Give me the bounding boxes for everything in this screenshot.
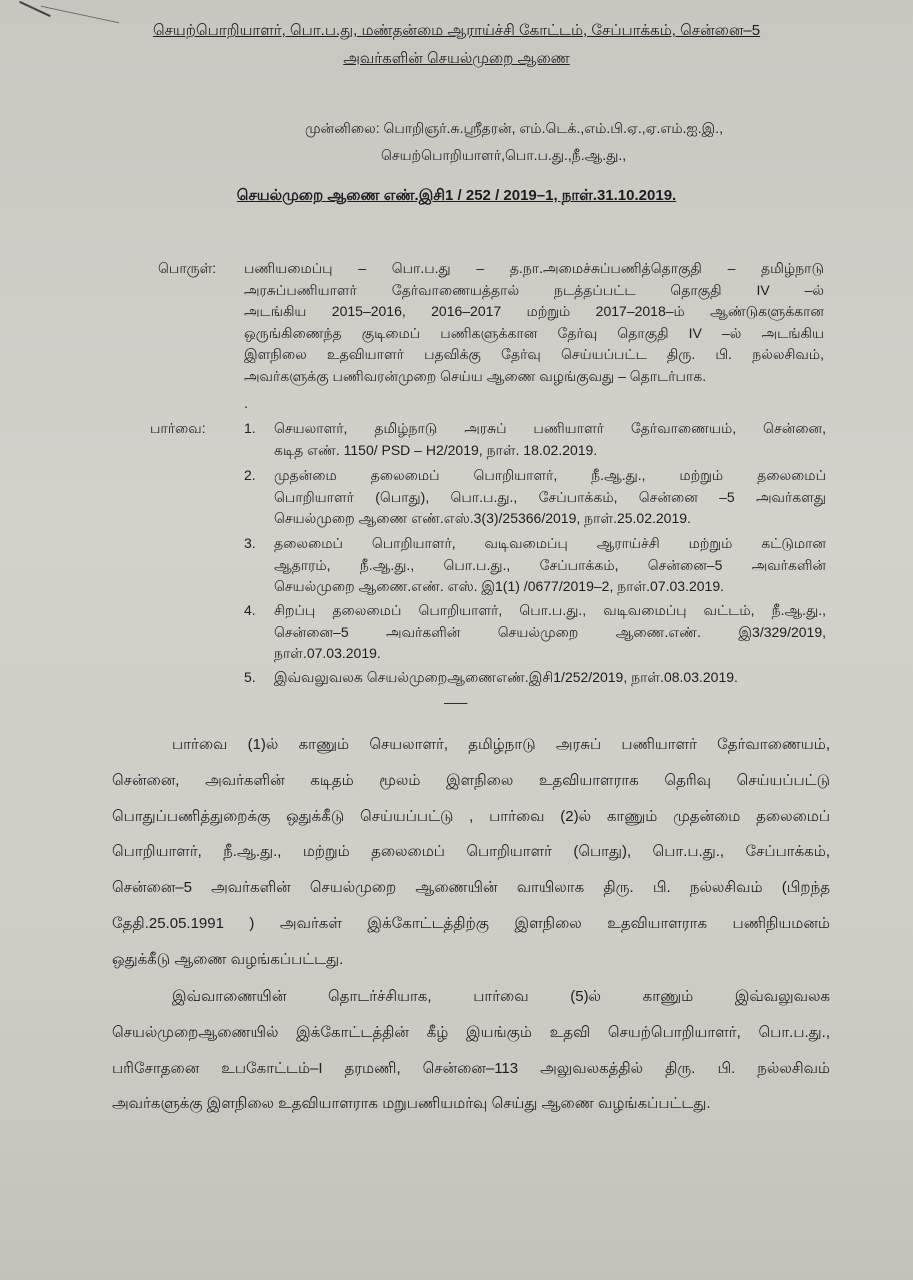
reference-line: செயல்முறை ஆணை எண்.எஸ்.3(3)/25366/2019, நாள்.25.02.2019. — [274, 510, 691, 526]
paragraph-line: பரிசோதனை உபகோட்டம்–I தரமணி, சென்னை–113 அலுவலகத்தில் திரு. பி. நல்லசிவம் — [112, 1059, 830, 1077]
order-number: செயல்முறை ஆணை எண்.இசி1 / 252 / 2019–1, நாள்.31.10.2019. — [236, 187, 677, 204]
reference-line: இவ்வலுவலக செயல்முறைஆணைஎண்.இசி1/252/2019, நாள்.08.03.2019. — [274, 669, 738, 685]
reference-number: 3. — [244, 535, 256, 551]
presence-line-2: செயற்பொறியாளர்,பொ.ப.து.,நீ.ஆ.து., — [381, 147, 627, 163]
reference-line: சிறப்பு தலைமைப் பொறியாளர், பொ.ப.து., வடிவமைப்பு வட்டம், நீ.ஆ.து., — [274, 602, 826, 618]
reference-line: கடித எண். 1150/ PSD – H2/2019, நாள். 18.02.2019. — [274, 441, 598, 458]
subject-line: அவர்களுக்கு பணிவரன்முறை செய்ய ஆணை வழங்குவது – தொடர்பாக. — [244, 367, 707, 384]
header-line-1: செயற்பொறியாளர், பொ.ப.து, மண்தன்மை ஆராய்ச்சி கோட்டம், சேப்பாக்கம், சென்னை–5 — [152, 22, 761, 39]
paper-mark — [19, 1, 51, 17]
reference-line: பொறியாளர் (பொது), பொ.ப.து., சேப்பாக்கம், சென்னை –5 அவர்களது — [274, 488, 826, 505]
reference-line: நாள்.07.03.2019. — [274, 645, 381, 661]
paragraph-line: பார்வை (1)ல் காணும் செயலாளர், தமிழ்நாடு அரசுப் பணியாளர் தேர்வாணையம், — [172, 736, 830, 753]
subject-text — [244, 258, 824, 387]
reference-line: செயலாளர், தமிழ்நாடு அரசுப் பணியாளர் தேர்வாணையம், சென்னை, — [274, 420, 826, 436]
subject-label: பொருள்: — [158, 260, 217, 276]
paragraph-line: சென்னை, அவர்களின் கடிதம் மூலம் இளநிலை உதவியாளராக தெரிவு செய்யப்பட்டு — [112, 771, 830, 789]
paper-mark — [41, 6, 119, 24]
reference-number: 1. — [244, 420, 256, 436]
reference-line: முதன்மை தலைமைப் பொறியாளர், நீ.ஆ.து., மற்றும் தலைமைப் — [274, 467, 826, 483]
stray-dot: . — [244, 395, 248, 411]
reference-number: 2. — [244, 467, 256, 483]
paragraph-line: செயல்முறைஆணையில் இக்கோட்டத்தின் கீழ் இயங்கும் உதவி செயற்பொறியாளர், பொ.ப.து., — [112, 1023, 830, 1041]
paragraph-line: பொதுப்பணித்துறைக்கு ஒதுக்கீடு செய்யப்பட்டு , பார்வை (2)ல் காணும் முதன்மை தலைமைப் — [112, 807, 830, 825]
subject-line: அரசுப்பணியாளர் தேர்வாணையத்தால் நடத்தப்பட்ட தொகுதி IV –ல் — [244, 281, 824, 298]
presence-line-1: முன்னிலை: பொறிஞர்.சு.ஸ்ரீதரன், எம்.டெக்.,எம்.பி.ஏ.,ஏ.எம்.ஐ.இ., — [305, 120, 724, 136]
reference-line: தலைமைப் பொறியாளர், வடிவமைப்பு ஆராய்ச்சி மற்றும் கட்டுமான — [274, 535, 826, 551]
references-label: பார்வை: — [150, 420, 206, 436]
reference-line: சென்னை–5 அவர்களின் செயல்முறை ஆணை.எண். இ3/329/2019, — [274, 623, 826, 640]
reference-number: 5. — [244, 669, 256, 685]
reference-line: ஆதாரம், நீ.ஆ.து., பொ.ப.து., சேப்பாக்கம், சென்னை–5 அவர்களின் — [274, 556, 826, 573]
paragraph-line: அவர்களுக்கு இளநிலை உதவியாளராக மறுபணியமர்வு செய்து ஆணை வழங்கப்பட்டது. — [112, 1095, 711, 1113]
reference-line: செயல்முறை ஆணை.எண். எஸ். இ1(1) /0677/2019–2, நாள்.07.03.2019. — [274, 578, 725, 594]
paragraph-line: ஒதுக்கீடு ஆணை வழங்கப்பட்டது. — [112, 950, 344, 968]
paragraph-line: இவ்வாணையின் தொடர்ச்சியாக, பார்வை (5)ல் காணும் இவ்வலுவலக — [172, 988, 830, 1005]
paragraph-line: தேதி.25.05.1991 ) அவர்கள் இக்கோட்டத்திற்கு இளநிலை உதவியாளராக பணிநியமனம் — [112, 914, 830, 932]
reference-number: 4. — [244, 602, 256, 618]
paragraph-line: சென்னை–5 அவர்களின் செயல்முறை ஆணையின் வாயிலாக திரு. பி. நல்லசிவம் (பிறந்த — [112, 879, 830, 897]
subject-line: அடங்கிய 2015–2016, 2016–2017 மற்றும் 2017–2018–ம் ஆண்டுகளுக்கான — [244, 303, 824, 319]
references-separator: ––– — [444, 694, 468, 710]
subject-line: இளநிலை உதவியாளர் பதவிக்கு தேர்வு செய்யப்பட்ட திரு. பி. நல்லசிவம், — [244, 346, 824, 362]
paragraph-2 — [112, 979, 830, 1122]
header-line-2: அவர்களின் செயல்முறை ஆணை — [343, 50, 570, 67]
subject-line: பணியமைப்பு – பொ.ப.து – த.நா.அமைச்சுப்பணித்தொகுதி – தமிழ்நாடு — [244, 260, 824, 276]
paragraph-1 — [112, 727, 830, 978]
subject-line: ஒருங்கிணைந்த குடிமைப் பணிகளுக்கான தேர்வு தொகுதி IV –ல் அடங்கிய — [244, 324, 824, 341]
paragraph-line: பொறியாளர், நீ.ஆ.து., மற்றும் தலைமைப் பொறியாளர் (பொது), பொ.ப.து., சேப்பாக்கம், — [112, 843, 830, 861]
